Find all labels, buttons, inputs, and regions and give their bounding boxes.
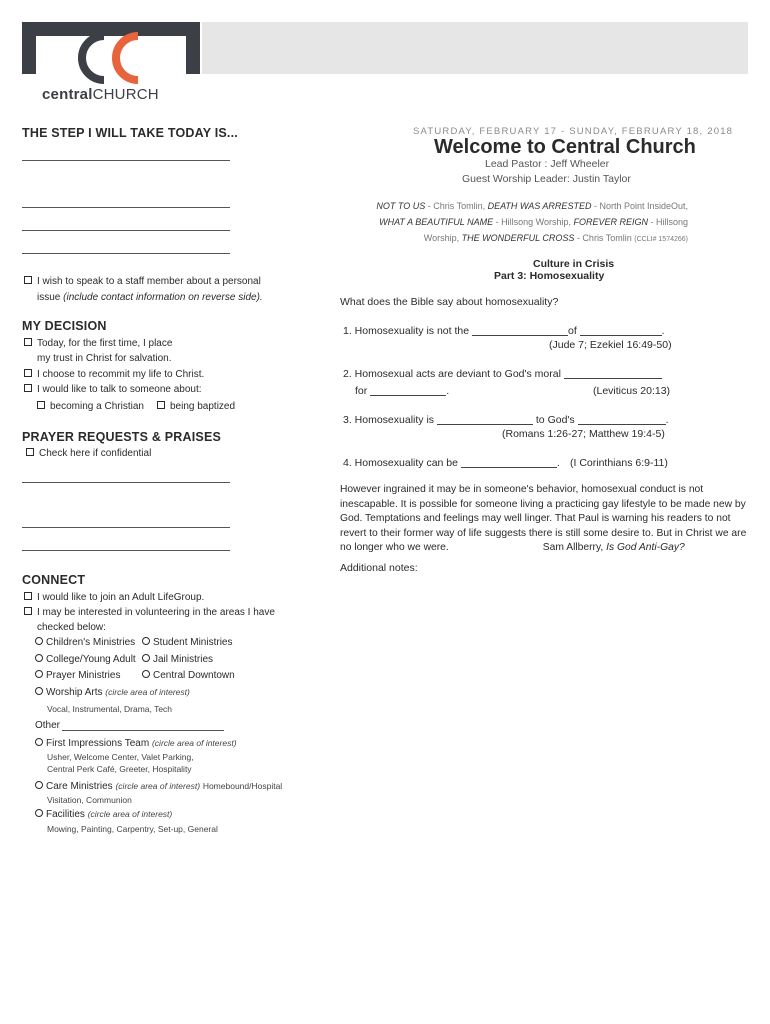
service-date: SATURDAY, FEBRUARY 17 - SUNDAY, FEBRUARY 18, 2018 bbox=[413, 126, 734, 137]
confidential-checkbox[interactable]: Check here if confidential bbox=[26, 446, 151, 462]
point-4: 4. Homosexuality can be . bbox=[343, 457, 560, 469]
checkbox-icon[interactable] bbox=[24, 369, 32, 377]
checkbox-icon[interactable] bbox=[37, 401, 45, 409]
welcome-title: Welcome to Central Church bbox=[434, 136, 696, 158]
ministry-facilities[interactable]: Facilities (circle area of interest) bbox=[35, 807, 172, 823]
logo-wordmark: centralCHURCH bbox=[42, 86, 159, 103]
ministry-first-impressions[interactable]: First Impressions Team (circle area of interest) bbox=[35, 736, 237, 752]
song-list: NOT TO US - Chris Tomlin, DEATH WAS ARRESTED - North Point InsideOut, WHAT A BEAUTIFUL NAME - Hillsong Worship, FOREVER REIGN - Hillsong Worship, THE WONDERFUL CROSS - Chris Tomlin (CCLI# 1574266) bbox=[376, 201, 688, 243]
step-line-1[interactable] bbox=[22, 160, 230, 161]
ministry-other: Other bbox=[35, 720, 61, 731]
option-being-baptized[interactable]: being baptized bbox=[157, 399, 235, 415]
sermon-part: Part 3: Homosexuality bbox=[494, 270, 605, 282]
radio-circle-icon[interactable] bbox=[35, 809, 43, 817]
blank[interactable] bbox=[564, 378, 662, 379]
radio-circle-icon[interactable] bbox=[35, 687, 43, 695]
ministry-care[interactable]: Care Ministries (circle area of interest) Homebound/Hospital bbox=[35, 779, 282, 795]
facilities-options: Mowing, Painting, Carpentry, Set-up, General bbox=[47, 824, 218, 834]
lifegroup-checkbox[interactable]: I would like to join an Adult LifeGroup. bbox=[24, 590, 204, 606]
step-line-2[interactable] bbox=[22, 207, 230, 208]
prayer-line-1[interactable] bbox=[22, 482, 230, 483]
point-3-ref: (Romans 1:26-27; Matthew 19:4-5) bbox=[502, 428, 665, 440]
checkbox-icon[interactable] bbox=[24, 276, 32, 284]
lead-pastor: Lead Pastor : Jeff Wheeler bbox=[485, 158, 610, 170]
staff-checkbox-cont: issue (include contact information on reverse side). bbox=[37, 292, 263, 303]
series-title: Culture in Crisis bbox=[533, 258, 615, 270]
ministry-jail[interactable]: Jail Ministries bbox=[142, 652, 213, 668]
point-2-ref: (Leviticus 20:13) bbox=[593, 385, 671, 397]
blank[interactable] bbox=[461, 467, 557, 468]
decision-talk[interactable]: I would like to talk to someone about: bbox=[24, 382, 202, 398]
ministry-worship[interactable]: Worship Arts (circle area of interest) bbox=[35, 685, 190, 701]
guest-worship-leader: Guest Worship Leader: Justin Taylor bbox=[462, 173, 631, 185]
radio-circle-icon[interactable] bbox=[35, 637, 43, 645]
blank[interactable] bbox=[437, 424, 533, 425]
prayer-line-2[interactable] bbox=[22, 527, 230, 528]
worship-options: Vocal, Instrumental, Drama, Tech bbox=[47, 704, 173, 714]
radio-circle-icon[interactable] bbox=[35, 670, 43, 678]
point-1: 1. Homosexuality is not the of . bbox=[343, 325, 665, 337]
point-2: 2. Homosexual acts are deviant to God's moral bbox=[343, 368, 662, 380]
point-3: 3. Homosexuality is to God's . bbox=[343, 414, 669, 426]
point-2-cont: for . bbox=[355, 385, 450, 397]
checkbox-icon[interactable] bbox=[26, 448, 34, 456]
ministry-college[interactable]: College/Young Adult bbox=[35, 652, 136, 668]
radio-circle-icon[interactable] bbox=[35, 654, 43, 662]
sermon-quote: However ingrained it may be in someone's behavior, homosexual conduct is not inescapable. It is possible for someone living a practicing gay lifestyle to be made new by God. Temptations and feelings may well linger. That Paul is warning his readers to not revert to their former way of life suggests there is still some desire to. But in Christ we are no longer who we were. Sam Allberry, Is God Anti-Gay? bbox=[340, 484, 747, 553]
checkbox-icon[interactable] bbox=[24, 384, 32, 392]
ministry-prayer[interactable]: Prayer Ministries bbox=[35, 668, 120, 684]
prayer-title: PRAYER REQUESTS & PRAISES bbox=[22, 430, 222, 444]
radio-circle-icon[interactable] bbox=[35, 781, 43, 789]
volunteer-checkbox[interactable]: I may be interested in volunteering in the areas I have bbox=[24, 605, 275, 621]
ministry-downtown[interactable]: Central Downtown bbox=[142, 668, 235, 684]
decision-title: MY DECISION bbox=[22, 319, 107, 333]
connect-title: CONNECT bbox=[22, 573, 86, 587]
radio-circle-icon[interactable] bbox=[142, 670, 150, 678]
blank[interactable] bbox=[370, 395, 446, 396]
sermon-question: What does the Bible say about homosexuality? bbox=[340, 296, 559, 308]
point-4-ref: (I Corinthians 6:9-11) bbox=[570, 457, 668, 469]
step-line-4[interactable] bbox=[22, 253, 230, 254]
ministry-children[interactable]: Children's Ministries bbox=[35, 635, 135, 651]
checkbox-icon[interactable] bbox=[24, 338, 32, 346]
decision-first-time[interactable]: Today, for the first time, I place bbox=[24, 336, 172, 352]
decision-recommit[interactable]: I choose to recommit my life to Christ. bbox=[24, 367, 204, 383]
step-title: THE STEP I WILL TAKE TODAY IS... bbox=[22, 126, 238, 140]
blank[interactable] bbox=[472, 335, 568, 336]
prayer-line-3[interactable] bbox=[22, 550, 230, 551]
radio-circle-icon[interactable] bbox=[142, 654, 150, 662]
step-line-3[interactable] bbox=[22, 230, 230, 231]
volunteer-cont: checked below: bbox=[37, 622, 106, 633]
central-church-logo-mark bbox=[74, 30, 154, 86]
option-becoming-christian[interactable]: becoming a Christian bbox=[37, 399, 144, 415]
checkbox-icon[interactable] bbox=[24, 592, 32, 600]
first-impressions-options-1: Usher, Welcome Center, Valet Parking, bbox=[47, 752, 194, 762]
care-options: Visitation, Communion bbox=[47, 795, 132, 805]
radio-circle-icon[interactable] bbox=[142, 637, 150, 645]
other-line[interactable] bbox=[62, 730, 224, 731]
decision-first-time-cont: my trust in Christ for salvation. bbox=[37, 353, 172, 364]
radio-circle-icon[interactable] bbox=[35, 738, 43, 746]
additional-notes-label: Additional notes: bbox=[340, 562, 418, 574]
checkbox-icon[interactable] bbox=[24, 607, 32, 615]
blank[interactable] bbox=[580, 335, 662, 336]
ministry-student[interactable]: Student Ministries bbox=[142, 635, 232, 651]
checkbox-icon[interactable] bbox=[157, 401, 165, 409]
first-impressions-options-2: Central Perk Café, Greeter, Hospitality bbox=[47, 764, 192, 774]
point-1-ref: (Jude 7; Ezekiel 16:49-50) bbox=[549, 339, 672, 351]
staff-checkbox-row[interactable]: I wish to speak to a staff member about a personal bbox=[24, 274, 261, 290]
blank[interactable] bbox=[578, 424, 666, 425]
